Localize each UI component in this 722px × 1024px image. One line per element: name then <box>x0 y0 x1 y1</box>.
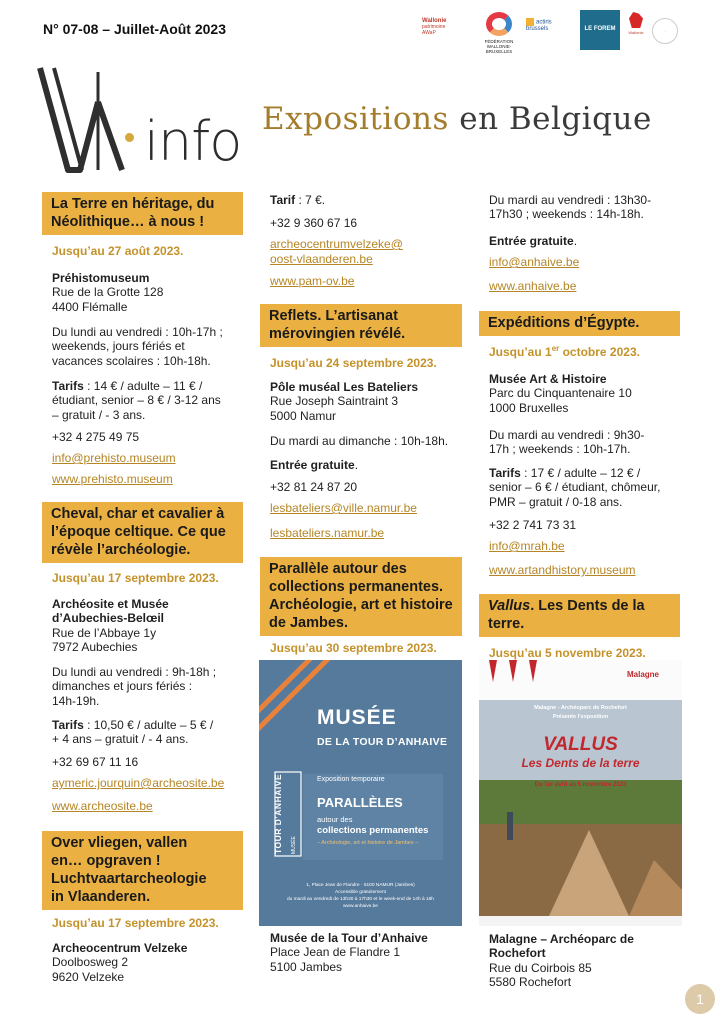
phone-number: +32 4 275 49 75 <box>52 430 140 444</box>
poster-sub-line: collections permanentes <box>317 825 429 836</box>
page-title-part-a: Expositions <box>262 101 449 137</box>
exhibition-title-banner <box>42 192 243 235</box>
poster-title: MUSÉE <box>317 706 397 729</box>
exhibition-title-banner <box>260 304 462 347</box>
fwb-label: FÉDÉRATION WALLONIE-BRUXELLES <box>484 39 514 54</box>
awap-label: AWaP <box>422 30 436 36</box>
free-entry-label: Entrée gratuite <box>489 234 574 248</box>
banner-line: collections permanentes. <box>269 579 444 595</box>
actiris-label: actiris <box>536 19 552 26</box>
hours-line: weekends, jours fériés et <box>52 339 185 354</box>
poster-presenter-line: Présente l’exposition <box>552 714 609 720</box>
venue-block <box>489 372 632 415</box>
poster-sub-line: autour des <box>317 815 353 824</box>
hours-line: vacances scolaires : 10h-18h. <box>52 353 211 368</box>
venue-name: Malagne – Archéoparc de <box>489 932 634 946</box>
forem-label: LE FOREM <box>584 26 616 32</box>
exhibition-title-banner <box>260 557 462 636</box>
exhibition-date: Jusqu’au 30 septembre 2023. <box>270 641 437 655</box>
address-line: 4400 Flémalle <box>52 299 128 314</box>
hours-line: Du lundi au vendredi : 10h-17h ; <box>52 325 223 339</box>
phone-number: +32 2 741 73 31 <box>489 518 577 532</box>
hours-line: Du mardi au vendredi : 13h30- <box>489 193 652 207</box>
venue-block <box>52 271 163 314</box>
banner-line: Néolithique… à nous ! <box>51 214 205 230</box>
banner-line: Archéologie, art et histoire <box>269 597 453 613</box>
banner-line: de Jambes. <box>269 615 348 631</box>
poster-vertical-title: TOUR D’ANHAIVE <box>273 773 283 854</box>
logo-dot <box>125 133 134 142</box>
banner-line: Luchtvaartarcheologie <box>51 871 207 887</box>
prices-line: : 14 € / adulte – 11 € / <box>83 379 203 393</box>
website-link[interactable]: www.pam-ov.be <box>270 274 355 288</box>
exhibition-title-banner <box>479 594 680 637</box>
date-part: octobre 2023. <box>559 345 640 359</box>
prices-label: Tarif <box>270 193 296 207</box>
venue-block <box>52 941 187 984</box>
prices <box>489 466 660 509</box>
exhibition-date: Jusqu’au 17 septembre 2023. <box>52 916 219 930</box>
poster-landscape-icon <box>479 660 682 926</box>
venue-name: Pôle muséal Les Bateliers <box>270 380 419 394</box>
vallus-exhibition-poster <box>479 660 682 926</box>
phone-number: +32 69 67 11 16 <box>52 755 139 769</box>
poster-kicker: Exposition temporaire <box>317 776 385 783</box>
banner-line: l’époque celtique. Ce que <box>51 524 226 540</box>
exhibition-title-banner <box>42 502 243 563</box>
banner-line: mérovingien révélé. <box>269 326 406 342</box>
banner-line: Cheval, char et cavalier à <box>51 506 225 522</box>
exhibition-date: Jusqu’au 27 août 2023. <box>52 244 184 258</box>
patrimoine-label: patrimoine <box>422 24 446 30</box>
banner-line: La Terre en héritage, du <box>51 196 215 212</box>
email-line[interactable]: oost-vlaanderen.be <box>270 252 373 266</box>
exhibition-date: Jusqu’au 5 novembre 2023. <box>489 646 646 660</box>
hours-line: Du mardi au vendredi : 9h30- <box>489 428 645 442</box>
wallonie-patrimoine-logo <box>422 18 462 36</box>
address-line: Place Jean de Flandre 1 <box>270 945 401 960</box>
fwb-logo <box>476 12 522 54</box>
date-part: Jusqu’au 1 <box>489 345 552 359</box>
prices <box>52 379 221 422</box>
exhibition-date: Jusqu’au 24 septembre 2023. <box>270 356 437 370</box>
venue-block <box>489 932 634 990</box>
actiris-square-icon <box>526 18 534 26</box>
banner-line: révèle l’archéologie. <box>51 542 191 558</box>
venue-name: Archéosite et Musée <box>52 597 169 611</box>
poster-subtitle: DE LA TOUR D’ANHAIVE <box>317 736 448 748</box>
rooster-icon <box>629 12 643 28</box>
prices-line: : 10,50 € / adulte – 5 € / <box>83 718 214 732</box>
venue-name: Musée Art & Histoire <box>489 372 607 386</box>
address-line: Rue Joseph Saintraint 3 <box>270 394 399 409</box>
malagne-logo: Malagne <box>627 670 660 679</box>
banner-line: Parallèle autour des <box>269 561 407 577</box>
address-line: 7972 Aubechies <box>52 640 138 655</box>
poster-footer-line: 1, Place Jean de Flandre · 5100 NAMUR (Jambes) <box>306 883 415 888</box>
email-line[interactable]: archeocentrumvelzeke@ <box>270 237 403 251</box>
va-monogram-icon <box>36 62 146 182</box>
hours-line: 14h-19h. <box>52 693 100 708</box>
hours-line: 17h30 ; weekends : 14h-18h. <box>489 207 644 222</box>
poster-title: VALLUS <box>543 734 618 755</box>
website-link[interactable]: www.archeosite.be <box>52 799 153 813</box>
address-line: 1000 Bruxelles <box>489 400 569 415</box>
poster-footer-line: Accessible gratuitement <box>335 890 386 895</box>
prices-line: senior – 6 € / étudiant, chômeur, <box>489 480 661 495</box>
wallonie-logo <box>626 12 646 35</box>
prices-line: : 7 €. <box>295 193 326 207</box>
address-line: Rue de la Grotte 128 <box>52 285 164 300</box>
prices-label: Tarifs <box>52 379 84 393</box>
wallonie-label: Wallonie <box>422 18 447 24</box>
website-link[interactable]: lesbateliers.namur.be <box>270 526 385 540</box>
banner-line: in Vlaanderen. <box>51 889 151 905</box>
poster-subtitle: Les Dents de la terre <box>521 756 640 770</box>
exhibition-date: Jusqu’au 17 septembre 2023. <box>52 571 219 585</box>
poster-presenter <box>479 704 682 722</box>
website-link[interactable]: www.prehisto.museum <box>52 472 173 486</box>
website-link[interactable]: www.anhaive.be <box>489 279 577 293</box>
address-line: Doolbosweg 2 <box>52 955 129 970</box>
exhibition-title-banner <box>479 311 680 336</box>
poster-footer <box>259 882 462 910</box>
poster-dates: Du 1er avril au 5 novembre 2023 <box>534 782 627 788</box>
free-entry: Entrée gratuite. <box>489 234 578 248</box>
venue-block <box>270 380 418 423</box>
email-link[interactable]: info@mrah.be <box>489 539 565 553</box>
wallonie2-label: Wallonie <box>628 30 644 35</box>
banner-line: Expéditions d’Égypte. <box>488 315 640 331</box>
hours-line: 17h ; weekends : 10h-17h. <box>489 442 631 457</box>
prices <box>270 193 325 207</box>
date-sup: er <box>551 344 560 353</box>
exhibition-date <box>489 344 640 359</box>
page-title <box>262 101 652 137</box>
hours-line: dimanches et jours fériés : <box>52 679 193 694</box>
address-line: Rue du Coirbois 85 <box>489 960 592 975</box>
page-number: 1 <box>685 984 715 1014</box>
email-link[interactable]: info@anhaive.be <box>489 255 580 269</box>
free-entry: Entrée gratuite. <box>270 458 359 472</box>
poster-big-title: PARALLÈLES <box>317 795 403 810</box>
prices-line: PMR – gratuit / 0-18 ans. <box>489 494 623 509</box>
address-line: 5100 Jambes <box>270 959 343 974</box>
issue-number: N° 07-08 – Juillet-Août 2023 <box>43 21 226 37</box>
prices-line: – gratuit / - 3 ans. <box>52 407 146 422</box>
venue-block <box>52 597 169 655</box>
anhaive-exhibition-poster <box>259 660 462 926</box>
page-title-part-b: en Belgique <box>459 101 652 137</box>
partner-seal-icon: · <box>652 18 678 44</box>
prices-line: : 17 € / adulte – 12 € / <box>520 466 641 480</box>
actiris-logo <box>526 18 570 32</box>
poster-sub-line: – Archéologie, art et histoire de Jambes – <box>317 840 419 846</box>
venue-block <box>270 931 428 974</box>
banner-line: en… opgraven ! <box>51 853 161 869</box>
fwb-mark-icon <box>486 12 512 36</box>
opening-hours: Du mardi au dimanche : 10h-18h. <box>270 434 449 448</box>
banner-line: . Les Dents de la <box>530 598 645 614</box>
opening-hours <box>52 325 223 368</box>
website-link[interactable]: www.artandhistory.museum <box>489 563 636 577</box>
logo-info-text: info <box>144 110 242 173</box>
address-line: 9620 Velzeke <box>52 969 125 984</box>
banner-line: Over vliegen, vallen <box>51 835 188 851</box>
actiris-sub-label: brussels <box>526 26 549 32</box>
email-link[interactable]: aymeric.jourquin@archeosite.be <box>52 776 225 790</box>
banner-italic: Vallus <box>488 598 531 614</box>
opening-hours <box>489 193 651 222</box>
poster-presenter-line: Malagne - Archéoparc de Rochefort <box>534 705 627 711</box>
forem-logo <box>580 10 620 50</box>
prices-line: étudiant, senior – 8 € / 3-12 ans <box>52 393 221 408</box>
opening-hours <box>52 665 216 708</box>
banner-line: Reflets. L’artisanat <box>269 308 398 324</box>
exhibition-title-banner <box>42 831 243 910</box>
vainfo-logo <box>36 62 256 182</box>
email-link[interactable]: lesbateliers@ville.namur.be <box>270 501 417 515</box>
venue-name: d’Aubechies-Belœil <box>52 611 165 626</box>
free-entry-label: Entrée gratuite <box>270 458 355 472</box>
poster-footer-line: www.anhaive.be <box>343 904 378 909</box>
prices <box>52 718 213 747</box>
venue-name: Musée de la Tour d’Anhaive <box>270 931 428 945</box>
venue-name: Archeocentrum Velzeke <box>52 941 188 955</box>
email-link[interactable]: info@prehisto.museum <box>52 451 176 465</box>
phone-number: +32 9 360 67 16 <box>270 216 358 230</box>
partner-logos <box>422 8 680 54</box>
email-link[interactable] <box>270 237 403 267</box>
address-line: Rue de l’Abbaye 1y <box>52 625 157 640</box>
venue-name: Préhistomuseum <box>52 271 150 285</box>
venue-name: Rochefort <box>489 946 546 961</box>
hours-line: Du lundi au vendredi : 9h-18h ; <box>52 665 217 679</box>
opening-hours <box>489 428 644 457</box>
address-line: 5000 Namur <box>270 408 337 423</box>
address-line: Parc du Cinquantenaire 10 <box>489 386 632 401</box>
prices-label: Tarifs <box>489 466 521 480</box>
phone-number: +32 81 24 87 20 <box>270 480 358 494</box>
poster-footer-line: du mardi au vendredi de 13h30 à 17h30 et le week-end de 14h à 18h <box>287 897 434 902</box>
prices-line: + 4 ans – gratuit / - 4 ans. <box>52 732 189 747</box>
banner-line: terre. <box>488 616 525 632</box>
prices-label: Tarifs <box>52 718 84 732</box>
poster-vertical-sub: MUSÉE <box>291 836 297 854</box>
address-line: 5580 Rochefort <box>489 975 572 990</box>
